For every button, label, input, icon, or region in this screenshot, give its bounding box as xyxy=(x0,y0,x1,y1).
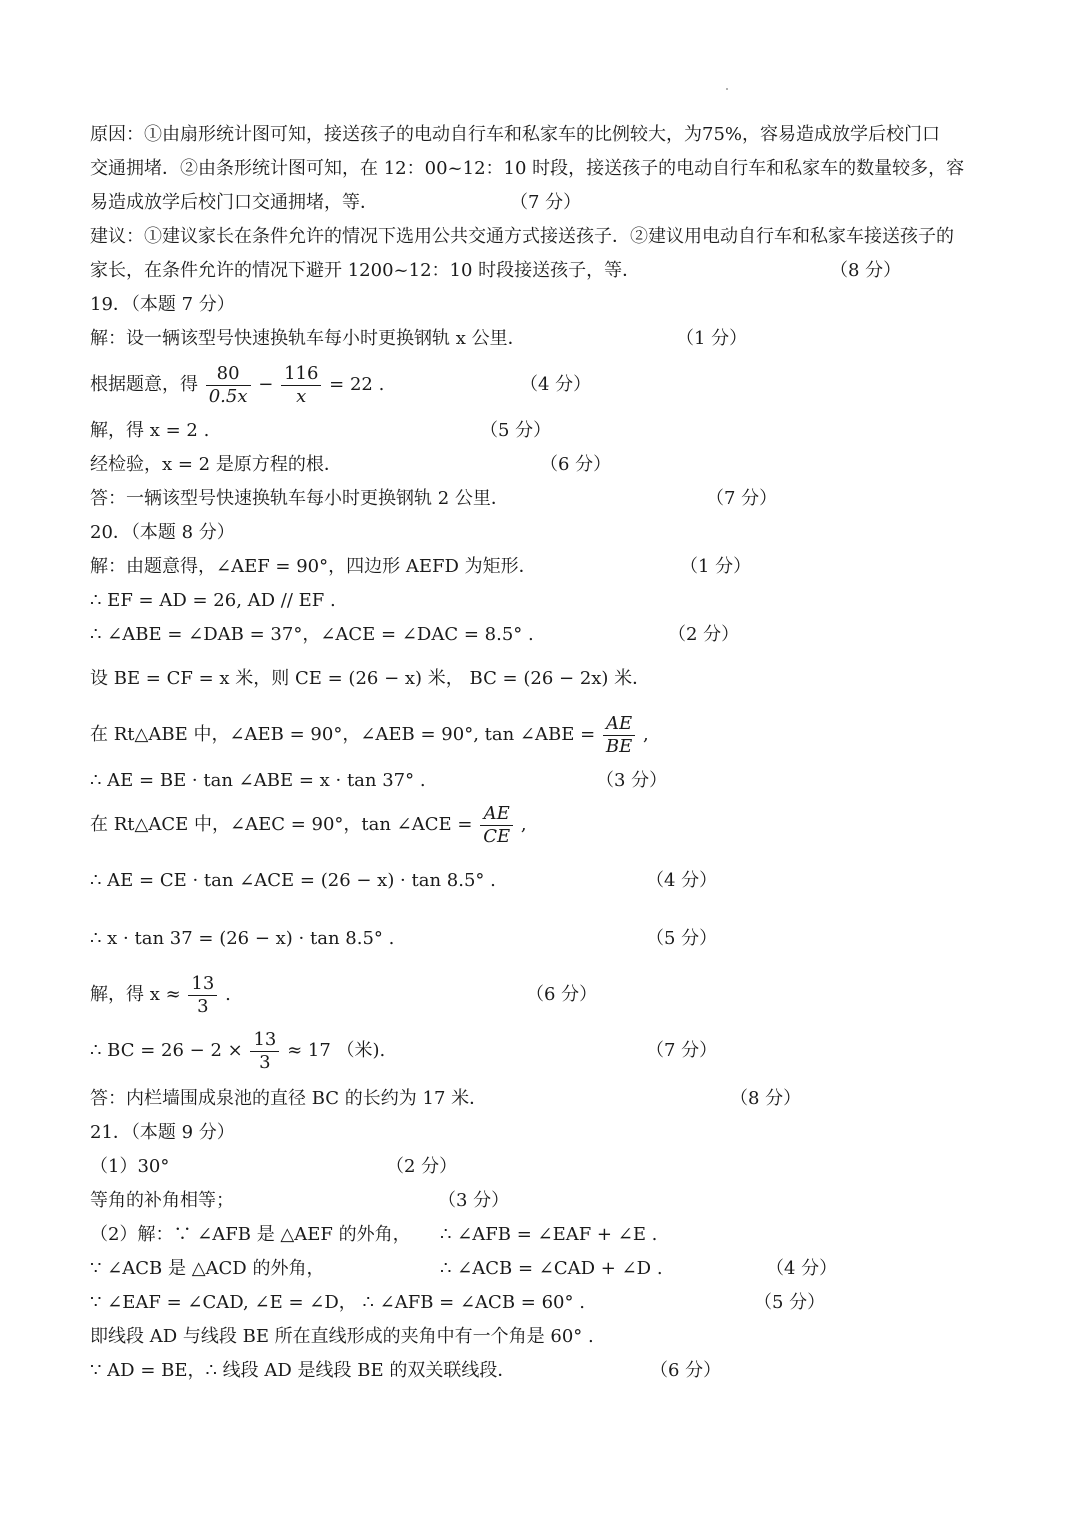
q20-step-9: ∴ x · tan 37 = (26 − x) · tan 8.5° . xyxy=(90,928,395,949)
q20-step-11-prefix: ∴ BC = 26 − 2 × xyxy=(90,1040,243,1061)
q20-score-8: （8 分） xyxy=(730,1088,802,1109)
fraction-denominator: x xyxy=(296,385,307,407)
q19-score-7: （7 分） xyxy=(706,488,778,509)
q21-part-2-line-2: ∵ ∠ACB 是 △ACD 的外角， xyxy=(90,1258,325,1279)
q20-score-1: （1 分） xyxy=(680,556,752,577)
q20-score-3: （3 分） xyxy=(596,770,668,791)
q20-step-2: ∴ EF = AD = 26, AD // EF . xyxy=(90,590,336,611)
q20-step-7 xyxy=(90,798,527,852)
q19-answer: 答：一辆该型号快速换轨车每小时更换钢轨 2 公里． xyxy=(90,488,509,509)
q20-step-10 xyxy=(90,968,231,1022)
q20-step-1: 解：由题意得，∠AEF = 90°，四边形 AEFD 为矩形． xyxy=(90,556,537,577)
score-8: （8 分） xyxy=(830,260,902,281)
q20-step-4: 设 BE = CF = x 米，则 CE = (26 − x) 米， BC = (26 − 2x) 米． xyxy=(90,668,651,689)
fraction-numerator: AE xyxy=(603,713,635,736)
q21-part-1: （1）30° xyxy=(90,1156,170,1177)
fraction-AE-over-CE xyxy=(480,803,513,848)
q21-score-4: （4 分） xyxy=(766,1258,838,1279)
q19-score-1: （1 分） xyxy=(676,328,748,349)
fraction-numerator: 13 xyxy=(250,1029,279,1052)
q19-equation-prefix: 根据题意，得 xyxy=(90,374,198,395)
q20-score-4: （4 分） xyxy=(646,870,718,891)
q21-score-6: （6 分） xyxy=(650,1360,722,1381)
q21-score-2: （2 分） xyxy=(386,1156,458,1177)
q20-step-11-suffix: ≈ 17 （米). xyxy=(287,1040,386,1061)
scan-speck xyxy=(726,88,728,90)
reason-line-3: 易造成放学后校门口交通拥堵，等． xyxy=(90,192,378,213)
q20-answer: 答：内栏墙围成泉池的直径 BC 的长约为 17 米． xyxy=(90,1088,488,1109)
fraction-116-over-x xyxy=(281,363,321,408)
q20-step-7-prefix: 在 Rt△ACE 中，∠AEC = 90°，tan ∠ACE = xyxy=(90,814,473,835)
q20-step-10-suffix: . xyxy=(225,984,231,1005)
q20-score-5: （5 分） xyxy=(646,928,718,949)
q20-step-11 xyxy=(90,1024,385,1078)
reason-line-1: 原因：①由扇形统计图可知，接送孩子的电动自行车和私家车的比例较大，为75%，容易造成放学后校门口 xyxy=(90,124,941,145)
q20-step-3: ∴ ∠ABE = ∠DAB = 37°，∠ACE = ∠DAC = 8.5° . xyxy=(90,624,534,645)
fraction-denominator: 0.5x xyxy=(208,385,248,407)
q21-part-2-line-2-conclusion: ∴ ∠ACB = ∠CAD + ∠D . xyxy=(440,1258,663,1279)
q19-score-6: （6 分） xyxy=(540,454,612,475)
q21-part-2-line-5: ∵ AD = BE，∴ 线段 AD 是线段 BE 的双关联线段． xyxy=(90,1360,516,1381)
q19-score-4: （4 分） xyxy=(520,374,592,395)
fraction-AE-over-BE xyxy=(603,713,635,758)
q19-check: 经检验，x = 2 是原方程的根． xyxy=(90,454,342,475)
score-7: （7 分） xyxy=(510,192,582,213)
q21-part-2-line-3: ∵ ∠EAF = ∠CAD, ∠E = ∠D， ∴ ∠AFB = ∠ACB = 60° . xyxy=(90,1292,585,1313)
q19-setup: 解：设一辆该型号快速换轨车每小时更换钢轨 x 公里． xyxy=(90,328,526,349)
fraction-denominator: 3 xyxy=(259,1051,271,1073)
q20-score-6: （6 分） xyxy=(526,984,598,1005)
q20-step-8: ∴ AE = CE · tan ∠ACE = (26 − x) · tan 8.5° . xyxy=(90,870,496,891)
fraction-denominator: CE xyxy=(483,825,511,847)
fraction-denominator: BE xyxy=(605,735,633,757)
q19-solve: 解，得 x = 2 . xyxy=(90,420,210,441)
q21-part-2-line-4: 即线段 AD 与线段 BE 所在直线形成的夹角中有一个角是 60° . xyxy=(90,1326,594,1347)
q19-equation-suffix: = 22 . xyxy=(329,374,385,395)
fraction-numerator: 13 xyxy=(188,973,217,996)
fraction-13-over-3 xyxy=(188,973,217,1018)
q20-step-5-suffix: , xyxy=(643,724,649,745)
q20-step-10-prefix: 解，得 x ≈ xyxy=(90,984,181,1005)
suggestion-line-1: 建议：①建议家长在条件允许的情况下选用公共交通方式接送孩子．②建议用电动自行车和私家车接送孩子的 xyxy=(90,226,954,247)
q20-score-2: （2 分） xyxy=(668,624,740,645)
fraction-numerator: 116 xyxy=(281,363,321,386)
reason-line-2: 交通拥堵．②由条形统计图可知，在 12：00~12：10 时段，接送孩子的电动自行车和私家车的数量较多，容 xyxy=(90,158,965,179)
q20-step-5 xyxy=(90,708,649,762)
q20-step-5-prefix: 在 Rt△ABE 中，∠AEB = 90°，∠AEB = 90°, tan ∠ABE = xyxy=(90,724,596,745)
q20-step-6: ∴ AE = BE · tan ∠ABE = x · tan 37° . xyxy=(90,770,426,791)
suggestion-line-2: 家长，在条件允许的情况下避开 1200~12：10 时段接送孩子，等． xyxy=(90,260,641,281)
q21-reason: 等角的补角相等； xyxy=(90,1190,234,1211)
q21-part-2-line-1: （2）解：∵ ∠AFB 是 △AEF 的外角， xyxy=(90,1224,411,1245)
minus-sign: − xyxy=(258,374,274,395)
q19-score-5: （5 分） xyxy=(480,420,552,441)
q21-part-2-line-1-conclusion: ∴ ∠AFB = ∠EAF + ∠E . xyxy=(440,1224,658,1245)
fraction-denominator: 3 xyxy=(197,995,209,1017)
fraction-80-over-0.5x xyxy=(206,363,251,408)
q19-heading: 19．（本题 7 分） xyxy=(90,294,235,315)
q20-step-7-suffix: , xyxy=(520,814,527,835)
q21-score-3: （3 分） xyxy=(438,1190,510,1211)
q19-equation xyxy=(90,358,384,412)
fraction-numerator: AE xyxy=(480,803,513,826)
q21-score-5: （5 分） xyxy=(754,1292,826,1313)
q20-score-7: （7 分） xyxy=(646,1040,718,1061)
fraction-13-over-3 xyxy=(250,1029,279,1074)
q21-heading: 21．（本题 9 分） xyxy=(90,1122,235,1143)
fraction-numerator: 80 xyxy=(206,363,251,386)
q20-heading: 20．（本题 8 分） xyxy=(90,522,235,543)
